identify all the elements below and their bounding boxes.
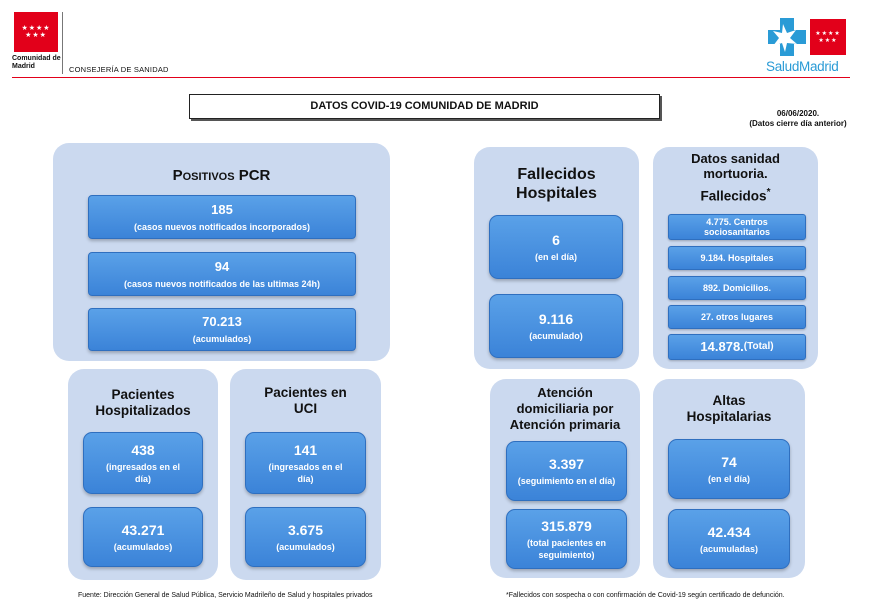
stat-description: (total pacientes en seguimiento) <box>526 537 607 560</box>
page-title: DATOS COVID-19 COMUNIDAD DE MADRID <box>189 94 660 119</box>
health-cross-icon <box>766 16 808 58</box>
stat-card <box>88 308 356 351</box>
stat-description: (acumulados) <box>276 541 335 552</box>
mortuoria-item: 27. otros lugares <box>668 305 806 329</box>
domiciliaria-panel <box>490 379 640 578</box>
mortuoria-item: 9.184. Hospitales <box>668 246 806 270</box>
stat-value: 9.116 <box>538 310 574 327</box>
mortuoria-total-value: 14.878. <box>700 339 744 354</box>
header-separator <box>62 12 63 74</box>
stat-description: (acumulados) <box>192 334 252 344</box>
mortuoria-subtitle <box>653 187 818 204</box>
stat-value: 43.271 <box>121 521 165 538</box>
madrid-flag-icon <box>810 19 846 55</box>
footer-source: Fuente: Dirección General de Salud Pública, Servicio Madrileño de Salud y hospitales privados <box>78 592 373 599</box>
stat-description: (acumulado) <box>529 330 583 341</box>
stat-value: 74 <box>721 453 737 470</box>
fallecidos-hospitales-panel <box>474 147 639 369</box>
stat-card <box>489 215 623 279</box>
salud-madrid-logo <box>766 16 850 74</box>
positivos-title: Positivos PCR <box>172 167 271 184</box>
stat-value: 94 <box>214 258 230 274</box>
stat-description: (casos nuevos notificados incorporados) <box>133 221 311 232</box>
stat-value: 315.879 <box>541 517 592 534</box>
department-name: CONSEJERÍA DE SANIDAD <box>69 65 169 74</box>
footer-note: *Fallecidos con sospecha o con confirmación de Covid-19 según certificado de defunción. <box>506 592 785 599</box>
stat-card <box>506 509 627 569</box>
stat-description: (ingresados en el día) <box>268 461 343 484</box>
report-date-note: (Datos cierre día anterior) <box>749 119 847 128</box>
stat-value: 3.675 <box>287 521 324 538</box>
mortuoria-item: 892. Domicilios. <box>668 276 806 300</box>
stat-card <box>83 507 203 567</box>
stat-card <box>668 509 790 569</box>
stars-icon: ★★★★ ★★★ <box>21 25 51 39</box>
stat-value: 185 <box>211 201 233 217</box>
stat-card <box>245 432 366 494</box>
altas-title: Altas Hospitalarias <box>686 393 772 424</box>
hospitalizados-title: Pacientes Hospitalizados <box>95 387 191 418</box>
hospitalizados-panel <box>68 369 218 580</box>
comunidad-madrid-flag-logo <box>14 12 58 52</box>
uci-title: Pacientes en UCI <box>264 385 347 416</box>
stat-value: 6 <box>552 231 560 248</box>
positivos-panel <box>53 143 390 361</box>
stat-card <box>245 507 366 567</box>
stat-value: 141 <box>293 441 318 458</box>
mortuoria-total-label: (Total) <box>743 341 774 352</box>
fallecidos-hospitales-title: Fallecidos Hospitales <box>516 166 597 202</box>
stat-description: (en el día) <box>707 473 750 484</box>
stat-description: (en el día) <box>534 251 577 262</box>
stat-value: 3.397 <box>548 455 585 472</box>
stat-description: (ingresados en el día) <box>105 461 181 484</box>
stat-card <box>668 439 790 499</box>
report-date <box>730 109 866 129</box>
stat-value: 42.434 <box>707 523 751 540</box>
mortuoria-item: 4.775. Centros sociosanitarios <box>668 214 806 240</box>
stat-description: (seguimiento en el día) <box>517 475 616 486</box>
stat-card <box>88 252 356 296</box>
stat-description: (acumulados) <box>113 541 173 552</box>
mortuoria-subtitle-text: Fallecidos <box>700 188 767 204</box>
mortuoria-total <box>668 334 806 360</box>
uci-panel <box>230 369 381 580</box>
stat-value: 438 <box>131 441 155 458</box>
header-divider <box>12 77 850 78</box>
asterisk-mark: * <box>766 187 771 198</box>
stat-card <box>83 432 203 494</box>
stat-description: (casos nuevos notificados de las ultimas 24h) <box>123 278 321 289</box>
stat-description: (acumuladas) <box>699 543 759 554</box>
altas-panel <box>653 379 805 578</box>
stat-value: 70.213 <box>202 314 242 329</box>
stat-card <box>489 294 623 358</box>
org-name: Comunidad de Madrid <box>12 55 61 70</box>
stars-icon: ★★★★ ★★★ <box>815 31 841 44</box>
salud-madrid-logo-text: SaludMadrid <box>766 59 839 74</box>
stat-card <box>88 195 356 239</box>
domiciliaria-title: Atención domiciliaria por Atención primaria <box>509 385 621 432</box>
report-date-value: 06/06/2020. <box>776 109 820 118</box>
stat-card <box>506 441 627 501</box>
mortuoria-title: Datos sanidad mortuoria. <box>691 151 780 181</box>
